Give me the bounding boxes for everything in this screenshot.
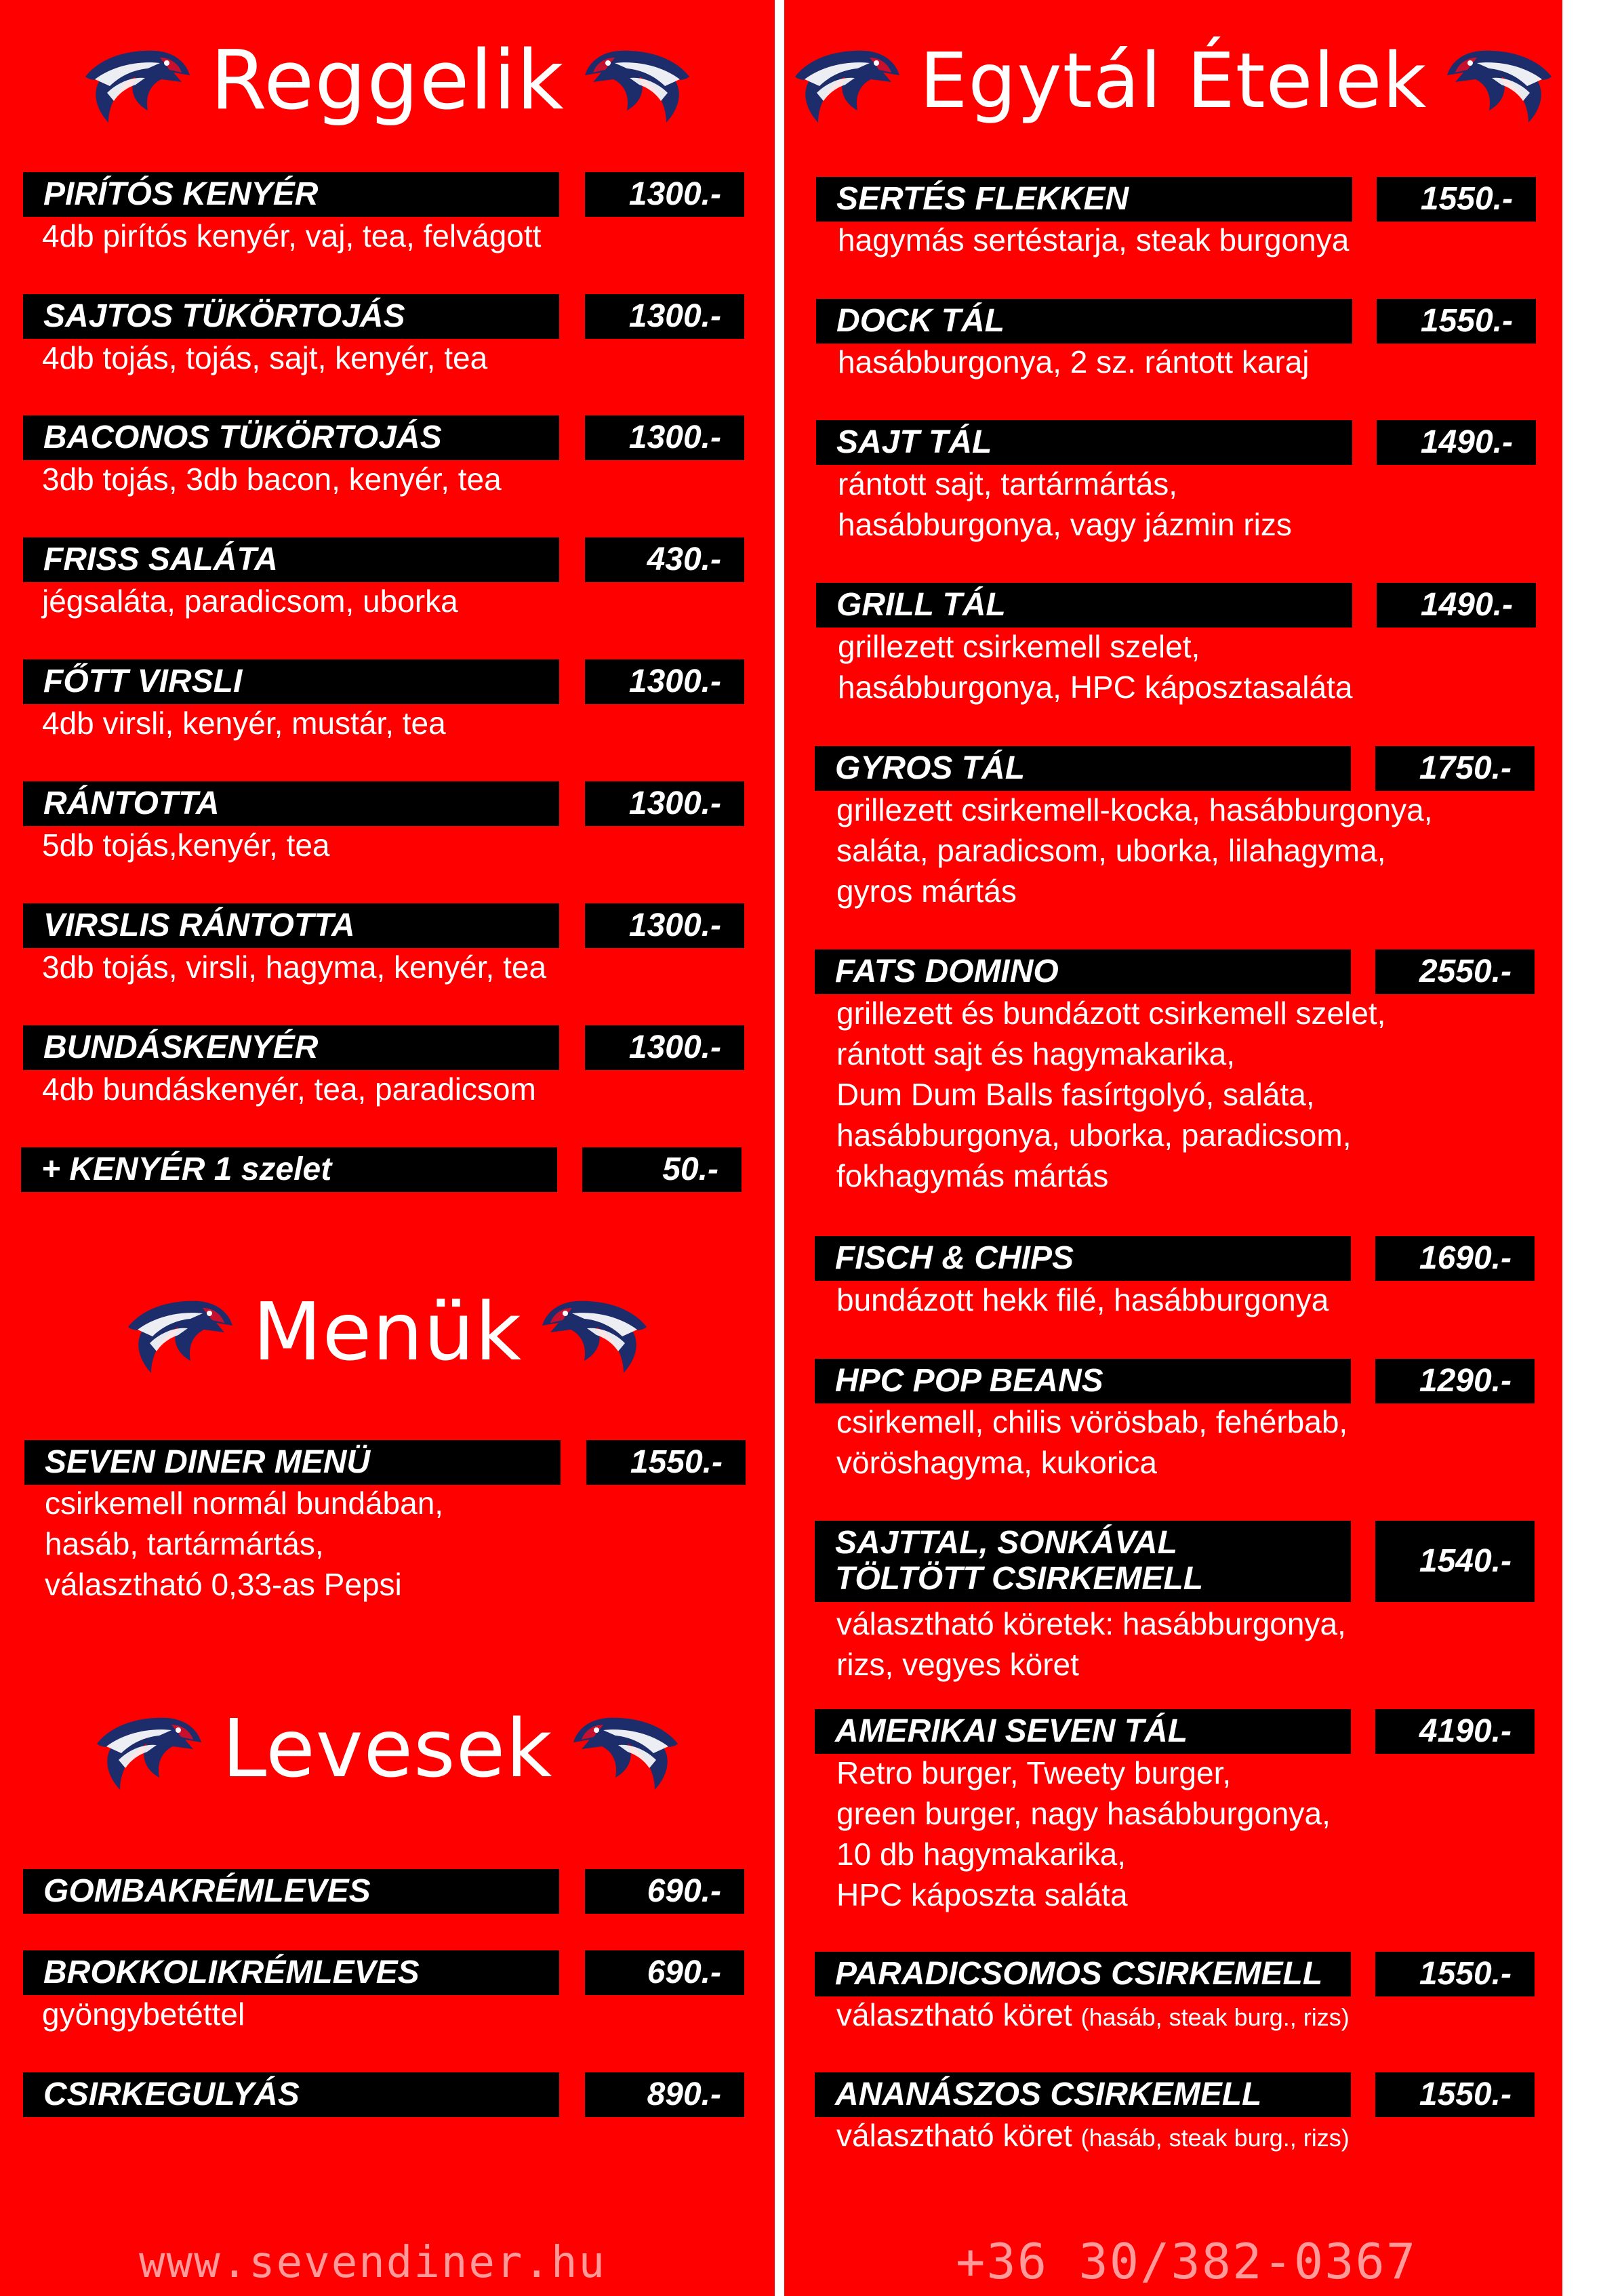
item-description: grillezett csirkemell szelet, (838, 629, 1200, 664)
item-price: 1550.- (1375, 2072, 1535, 2117)
item-name: BROKKOLIKRÉMLEVES (23, 1950, 559, 1995)
item-description: hasábburgonya, HPC káposztasaláta (838, 670, 1353, 705)
item-name: ANANÁSZOS CSIRKEMELL (815, 2072, 1351, 2117)
item-description: rizs, vegyes köret (836, 1647, 1079, 1682)
item-price: 1550.- (1375, 1952, 1535, 1996)
item-description: 4db virsli, kenyér, mustár, tea (42, 705, 446, 741)
item-name: SAJTOS TÜKÖRTOJÁS (23, 294, 559, 339)
eagle-head-icon (537, 1288, 652, 1376)
item-description: hasábburgonya, 2 sz. rántott karaj (838, 344, 1310, 380)
item-name: FRISS SALÁTA (23, 537, 559, 582)
item-description: rántott sajt, tartármártás, (838, 466, 1178, 501)
item-description: csirkemell, chilis vörösbab, fehérbab, (836, 1404, 1348, 1439)
item-description: hasábburgonya, vagy jázmin rizs (838, 507, 1292, 542)
column-divider (775, 0, 784, 2296)
item-name: GOMBAKRÉMLEVES (23, 1869, 559, 1914)
item-description: green burger, nagy hasábburgonya, (836, 1796, 1331, 1831)
item-name: SERTÉS FLEKKEN (816, 177, 1352, 222)
eagle-head-icon (1442, 37, 1557, 125)
item-price: 2550.- (1375, 949, 1535, 994)
item-price: 1300.- (585, 294, 744, 339)
item-description: hasábburgonya, uborka, paradicsom, (836, 1118, 1352, 1153)
item-description-main: választható köret (836, 1997, 1072, 2032)
item-description: 4db pirítós kenyér, vaj, tea, felvágott (42, 218, 542, 253)
item-price: 1300.- (585, 415, 744, 460)
breakfast-header (0, 34, 775, 129)
item-price: 1490.- (1377, 583, 1536, 628)
item-price: 890.- (585, 2072, 744, 2117)
section-title-mains: Egytál Ételek (919, 37, 1427, 125)
item-price: 1550.- (1377, 177, 1536, 222)
item-description: gyros mártás (836, 874, 1017, 909)
section-title-breakfast: Reggelik (210, 34, 565, 128)
item-description: hasáb, tartármártás, (45, 1526, 324, 1561)
item-name: SEVEN DINER MENÜ (24, 1440, 561, 1485)
item-price: 1540.- (1375, 1521, 1535, 1602)
item-price: 1290.- (1375, 1359, 1535, 1403)
item-name: DOCK TÁL (816, 299, 1352, 344)
item-name: GYROS TÁL (815, 746, 1351, 791)
item-description-note: (hasáb, steak burg., rizs) (1080, 2003, 1350, 2031)
item-description: csirkemell normál bundában, (45, 1485, 444, 1521)
item-name: AMERIKAI SEVEN TÁL (815, 1709, 1351, 1754)
eagle-head-icon (123, 1288, 238, 1376)
item-description-note: (hasáb, steak burg., rizs) (1080, 2124, 1350, 2152)
item-price: 1550.- (1377, 299, 1536, 344)
item-price: 1750.- (1375, 746, 1535, 791)
item-price: 1300.- (585, 781, 744, 826)
item-name (815, 1521, 1351, 1602)
item-name: + KENYÉR 1 szelet (21, 1147, 557, 1192)
item-description: grillezett és bundázott csirkemell szelet, (836, 996, 1386, 1031)
item-description: saláta, paradicsom, uborka, lilahagyma, (836, 833, 1386, 868)
mains-header (784, 34, 1562, 129)
eagle-head-icon (92, 1704, 207, 1792)
item-name-line: SAJTTAL, SONKÁVAL (835, 1525, 1177, 1561)
item-description: választható köretek: hasábburgonya, (836, 1606, 1346, 1641)
item-price: 430.- (585, 537, 744, 582)
item-name: FŐTT VIRSLI (23, 659, 559, 704)
item-name-line: TÖLTÖTT CSIRKEMELL (835, 1561, 1204, 1597)
item-description: Retro burger, Tweety burger, (836, 1755, 1232, 1790)
item-name: FATS DOMINO (815, 949, 1351, 994)
item-description: jégsaláta, paradicsom, uborka (42, 583, 458, 619)
eagle-head-icon (790, 37, 905, 125)
item-price: 1300.- (585, 659, 744, 704)
item-name: CSIRKEGULYÁS (23, 2072, 559, 2117)
item-name: BUNDÁSKENYÉR (23, 1025, 559, 1070)
item-price: 1300.- (585, 1025, 744, 1070)
item-description: fokhagymás mártás (836, 1158, 1109, 1193)
phone-footer: +36 30/382-0367 (956, 2233, 1417, 2290)
item-price: 1490.- (1377, 420, 1536, 465)
item-description: választható 0,33-as Pepsi (45, 1567, 402, 1602)
item-description: 10 db hagymakarika, (836, 1837, 1127, 1872)
item-name: PIRÍTÓS KENYÉR (23, 172, 559, 217)
item-description: hagymás sertéstarja, steak burgonya (838, 222, 1350, 258)
website-footer: www.sevendiner.hu (139, 2238, 607, 2288)
item-name: HPC POP BEANS (815, 1359, 1351, 1403)
section-title-soups: Levesek (222, 1702, 553, 1795)
eagle-head-icon (580, 37, 695, 125)
item-description (836, 1994, 1350, 2038)
item-price: 50.- (582, 1147, 742, 1192)
soups-header (0, 1701, 775, 1796)
item-description: grillezett csirkemell-kocka, hasábburgonya, (836, 792, 1433, 827)
item-price: 1300.- (585, 903, 744, 948)
item-name: GRILL TÁL (816, 583, 1352, 628)
eagle-head-icon (80, 37, 195, 125)
item-price: 1300.- (585, 172, 744, 217)
item-description: bundázott hekk filé, hasábburgonya (836, 1282, 1329, 1317)
item-name: RÁNTOTTA (23, 781, 559, 826)
item-description (836, 2115, 1350, 2158)
item-price: 690.- (585, 1869, 744, 1914)
item-description: vöröshagyma, kukorica (836, 1445, 1157, 1480)
item-description: 5db tojás,kenyér, tea (42, 827, 330, 863)
item-price: 690.- (585, 1950, 744, 1995)
item-description: 4db bundáskenyér, tea, paradicsom (42, 1071, 536, 1107)
item-name: VIRSLIS RÁNTOTTA (23, 903, 559, 948)
item-description: 3db tojás, virsli, hagyma, kenyér, tea (42, 949, 547, 985)
item-description: rántott sajt és hagymakarika, (836, 1036, 1236, 1071)
item-price: 4190.- (1375, 1709, 1535, 1754)
item-description: 3db tojás, 3db bacon, kenyér, tea (42, 462, 502, 497)
eagle-head-icon (568, 1704, 683, 1792)
item-name: PARADICSOMOS CSIRKEMELL (815, 1952, 1351, 1996)
section-title-menus: Menük (252, 1285, 523, 1378)
item-name: FISCH & CHIPS (815, 1236, 1351, 1281)
item-description-main: választható köret (836, 2118, 1072, 2153)
item-description: Dum Dum Balls fasírtgolyó, saláta, (836, 1077, 1315, 1112)
item-description: HPC káposzta saláta (836, 1877, 1128, 1912)
menus-header (0, 1284, 775, 1379)
item-price: 1550.- (586, 1440, 746, 1485)
item-price: 1690.- (1375, 1236, 1535, 1281)
item-name: BACONOS TÜKÖRTOJÁS (23, 415, 559, 460)
item-description: gyöngybetéttel (42, 1996, 245, 2032)
item-name: SAJT TÁL (816, 420, 1352, 465)
item-description: 4db tojás, tojás, sajt, kenyér, tea (42, 340, 488, 375)
